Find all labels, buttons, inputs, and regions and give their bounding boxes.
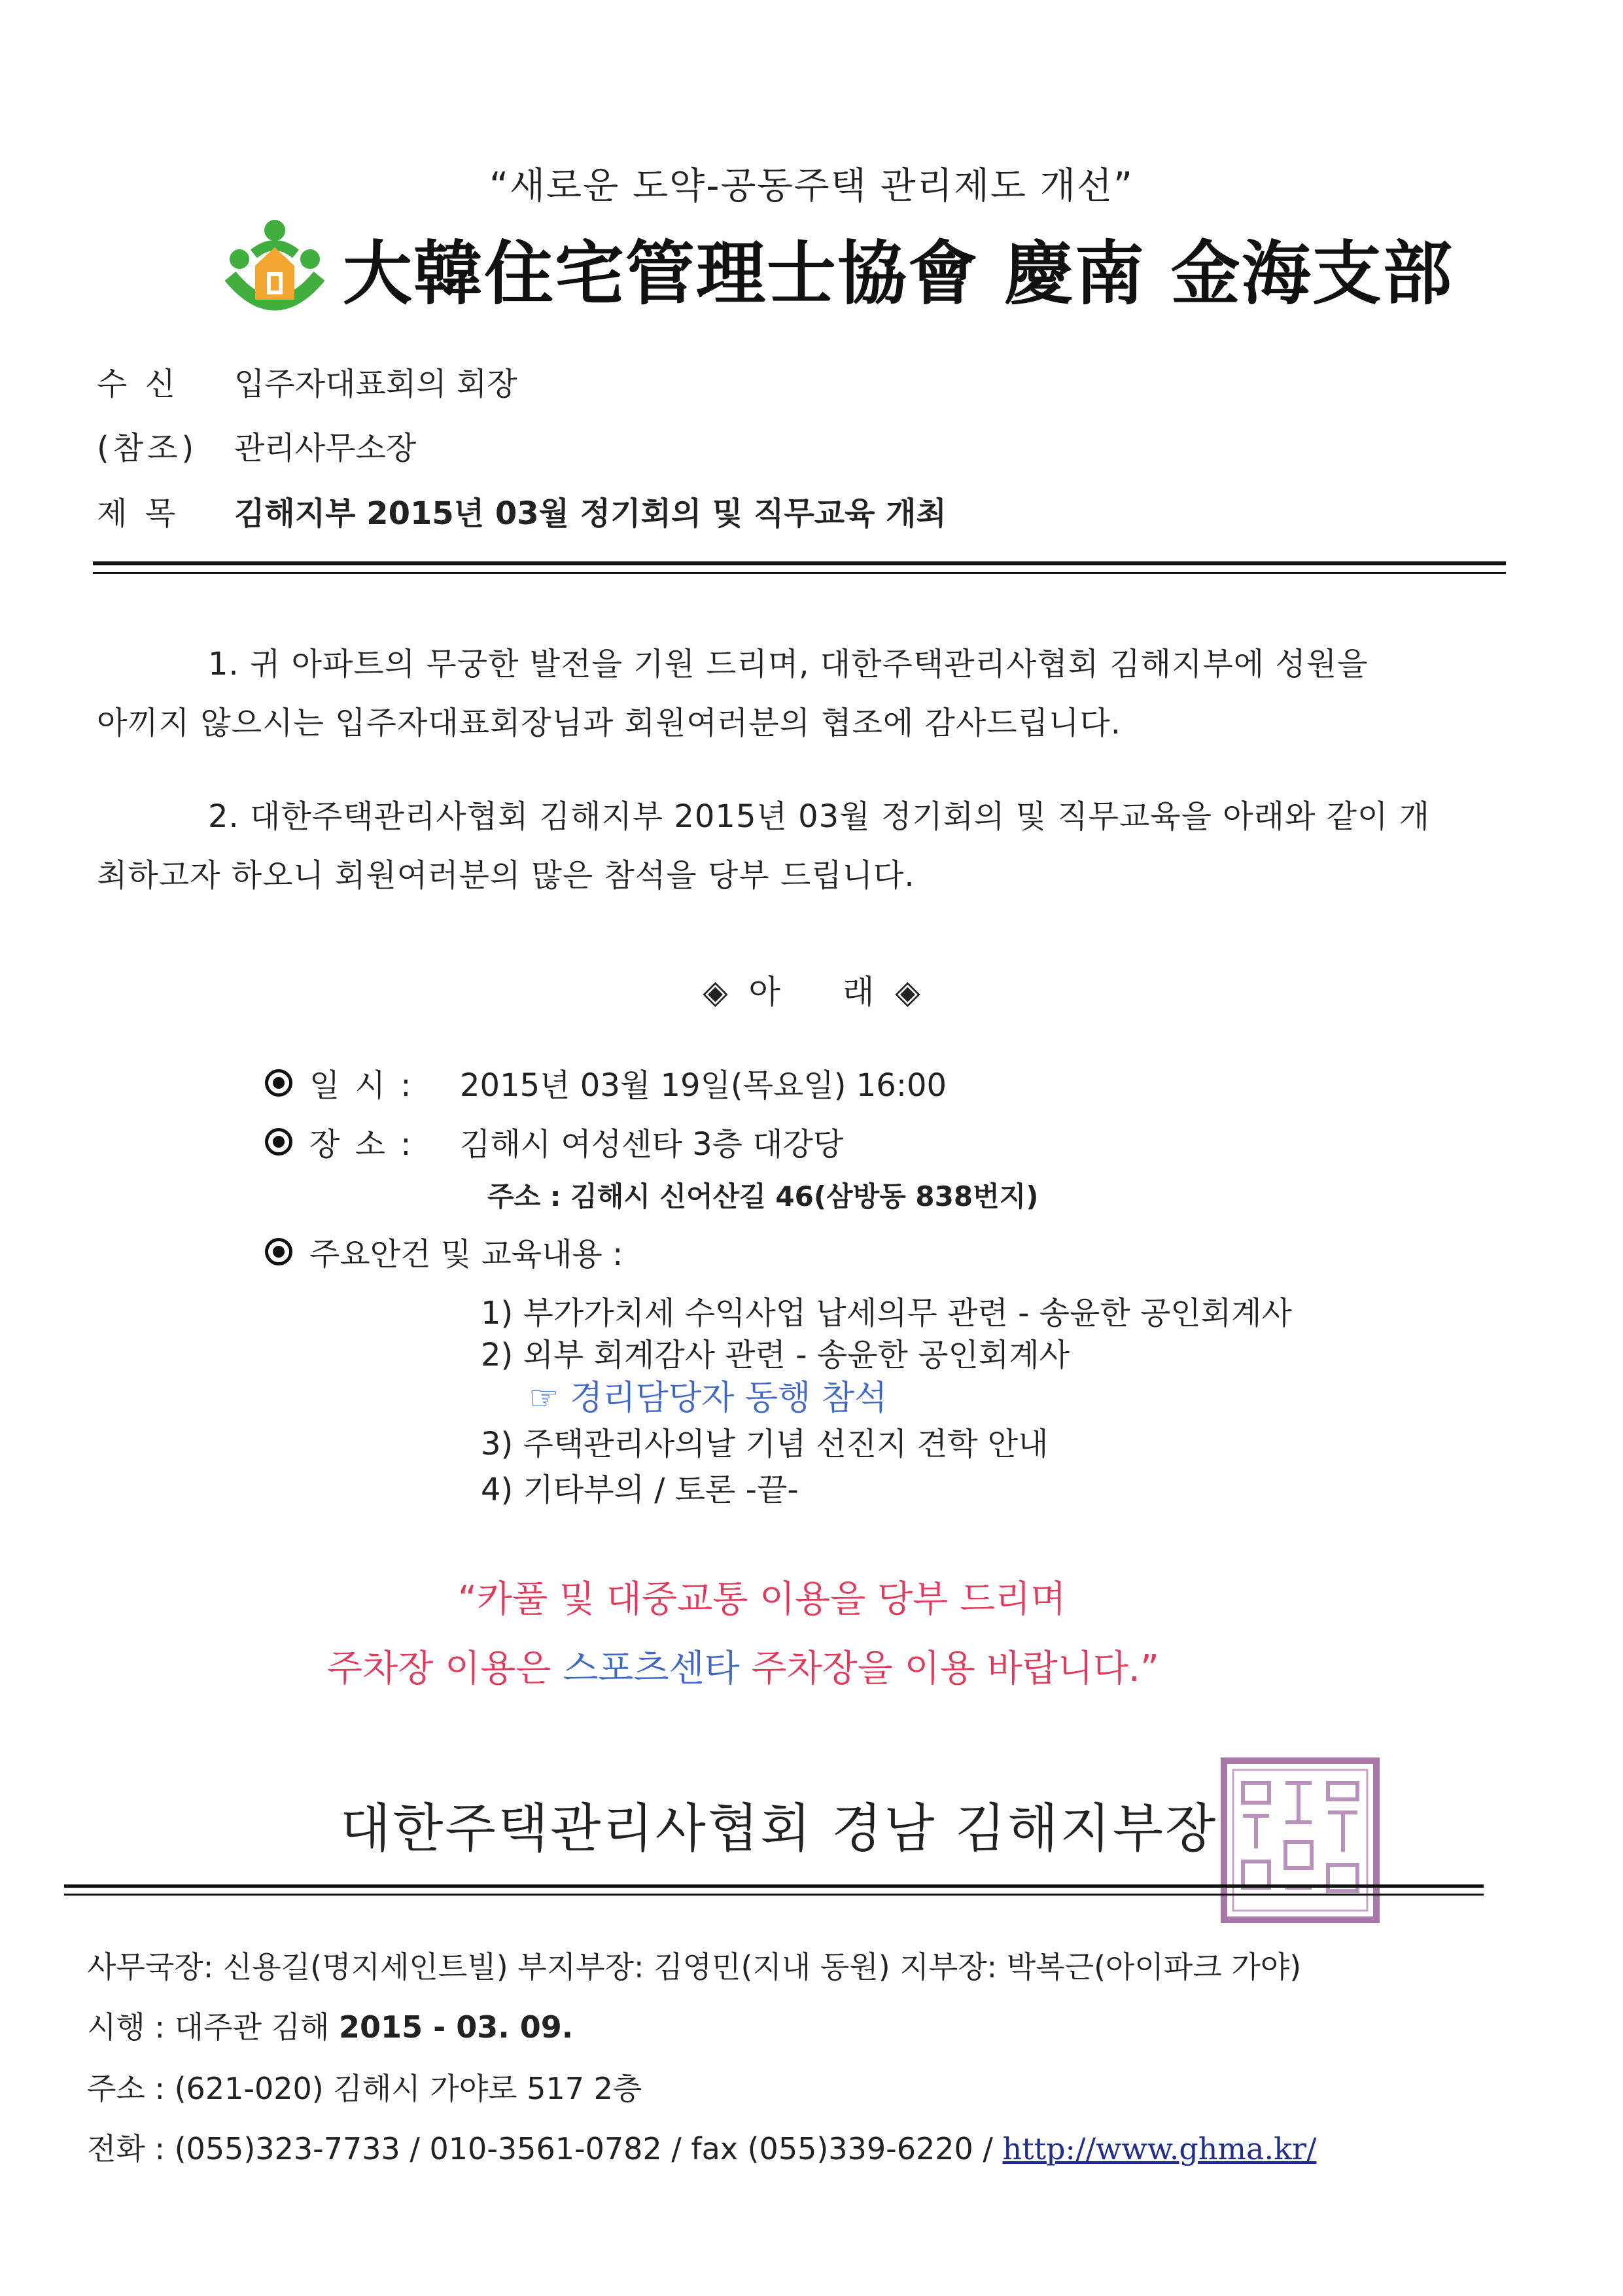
staff-line: 사무국장: 신용길(명지세인트빌) 부지부장: 김영민(지내 동원) 지부장: 박복근(아이파크 가야) [87,1949,1302,1985]
agenda-row [265,1229,623,1274]
target-bullet-icon [265,1238,292,1265]
date-row [265,1060,947,1105]
branch-chief-signature: 대한주택관리사협회 경남 김해지부장 [340,1798,1218,1859]
date-value: 2015년 03월 19일(목요일) 16:00 [460,1067,947,1104]
recipient-label: 수 신 [97,366,179,402]
request-line-2 [327,1640,1159,1692]
place-value: 김해시 여성센타 3층 대강당 [460,1126,844,1163]
sports-center-text: 스포츠센타 [563,1648,740,1690]
target-bullet-icon [265,1128,292,1156]
date-label: 일 시 : [309,1067,414,1104]
letterhead [216,216,1454,321]
issue-label: 시행 : 대주관 김해 [87,2009,340,2045]
agenda-label: 주요안건 및 교육내용 : [309,1236,623,1273]
official-seal-icon [1220,1757,1380,1924]
footer-divider [64,1884,1484,1888]
request-line-2-start: 주차장 이용은 [327,1648,563,1690]
request-line-1: “카풀 및 대중교통 이용을 당부 드리며 [458,1578,1066,1621]
issue-date: 2015 - 03. 09. [339,2009,574,2045]
paragraph-2-line-2: 최하고자 하오니 회원여러분의 많은 참석을 당부 드립니다. [97,857,915,894]
phone-numbers: 전화 : (055)323-7733 / 010-3561-0782 / fax (055)339-6220 / [87,2131,1003,2166]
agenda-note: ☞ 경리담당자 동행 참석 [529,1379,888,1418]
notice-title: ◈ 아 래 ◈ [703,973,920,1011]
subject-value: 김해지부 2015년 03월 정기회의 및 직무교육 개최 [234,495,947,532]
reference-value: 관리사무소장 [234,430,417,467]
footer-divider-thin [64,1894,1484,1896]
paragraph-2 [97,787,1497,905]
org-title: 大韓住宅管理士協會 慶南 金海支部 [343,232,1454,314]
agenda-item-1: 1) 부가가치세 수익사업 납세의무 관련 - 송윤한 공인회계사 [481,1295,1292,1332]
paragraph-1-line-2: 아끼지 않으시는 입주자대표회장님과 회원여러분의 협조에 감사드립니다. [97,705,1121,741]
paragraph-2-line-1: 2. 대한주택관리사협회 김해지부 2015년 03월 정기회의 및 직무교육을 아래와 같이 개 [208,798,1431,835]
subject-label: 제 목 [97,495,179,532]
venue-address: 주소 : 김해시 신어산길 46(삼방동 838번지) [487,1180,1039,1212]
slogan: “새로운 도약-공동주택 관리제도 개선” [489,165,1134,207]
agenda-item-4: 4) 기타부의 / 토론 -끝- [481,1472,799,1508]
request-line-2-end: 주차장을 이용 바랍니다.” [739,1648,1159,1690]
place-label: 장 소 : [309,1126,414,1163]
agenda-item-3: 3) 주택관리사의날 기념 선진지 견학 안내 [481,1426,1049,1462]
reference-row [97,423,416,468]
recipient-value: 입주자대표회의 회장 [234,366,517,402]
subject-divider [93,561,1506,565]
reference-label: (참조) [97,430,198,467]
subject-row [97,488,947,533]
place-row [265,1119,843,1164]
paragraph-1-line-1: 1. 귀 아파트의 무궁한 발전을 기원 드리며, 대한주택관리사협회 김해지부에 성원을 [208,646,1369,682]
target-bullet-icon [265,1069,292,1097]
agenda-item-2: 2) 외부 회계감사 관련 - 송윤한 공인회계사 [481,1337,1070,1373]
subject-divider-thin [93,572,1506,574]
recipient-row [97,359,517,404]
office-address: 주소 : (621-020) 김해시 가야로 517 2층 [87,2071,642,2106]
contact-line [87,2125,1316,2168]
website-link[interactable]: http://www.ghma.kr/ [1002,2131,1317,2166]
paragraph-1 [97,635,1497,752]
association-logo-icon [216,216,334,321]
issue-line [87,2004,573,2047]
